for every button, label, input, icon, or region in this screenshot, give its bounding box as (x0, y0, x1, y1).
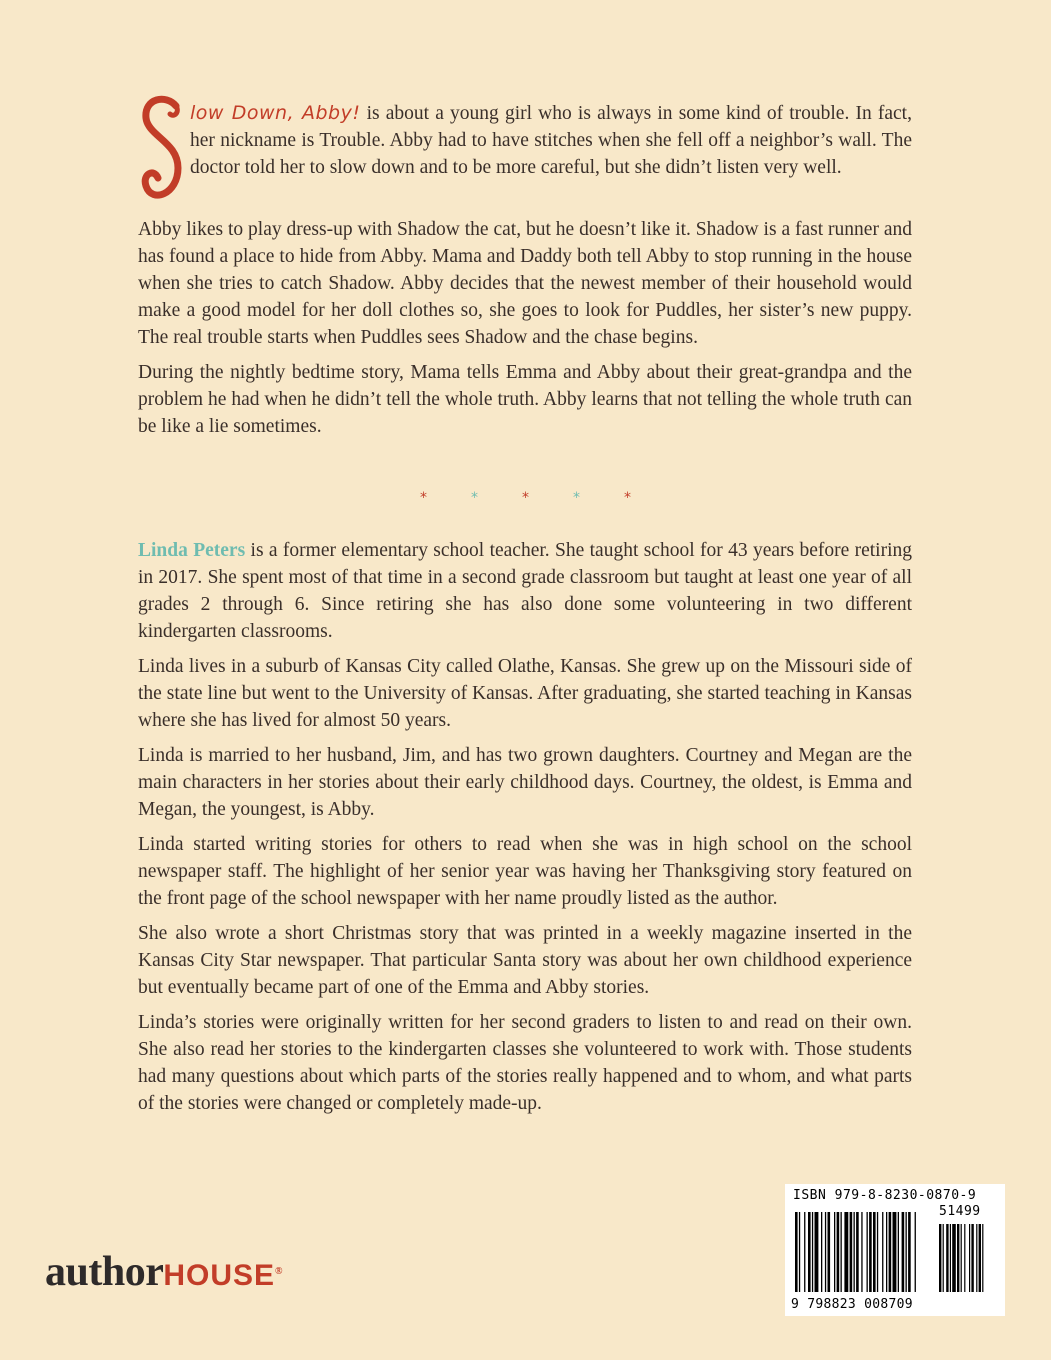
isbn-barcode (785, 1184, 1005, 1316)
divider-star: * (624, 490, 631, 506)
blurb-paragraph-2: Abby likes to play dress-up with Shadow the cat, but he doesn’t like it. Shadow is a fast runner and has found a place to hide from Abby. Mama and Daddy both tell Abby to stop running in the house when she tries to catch Shadow. Abby decides that the newest member of their household would make a good model for her doll clothes so, she goes to look for Puddles, her sister’s new puppy. The real trouble starts when Puddles sees Shadow and the chase begins. (138, 219, 912, 348)
publisher-logo (45, 1248, 282, 1300)
bio-paragraph-5: She also wrote a short Christmas story that was printed in a weekly magazine inserted in the Kansas City Star newspaper. That particular Santa story was about her own childhood experience but eventually became part of one of the Emma and Abby stories. (138, 923, 912, 998)
isbn-label: ISBN 979-8-8230-0870-9 (793, 1188, 977, 1203)
barcode-bar (795, 1212, 798, 1292)
barcode-bar (815, 1212, 819, 1292)
barcode-bar (837, 1212, 840, 1292)
blurb-paragraph-3: During the nightly bedtime story, Mama tells Emma and Abby about their great-grandpa and the problem he had when he didn’t tell the whole truth. Abby learns that not telling the whole truth can be like a lie sometimes. (138, 362, 912, 437)
divider-star: * (420, 490, 427, 506)
bio-paragraph-3: Linda is married to her husband, Jim, and has two grown daughters. Courtney and Megan are the main characters in her stories about their early childhood days. Courtney, the oldest, is Emma and Megan, the youngest, is Abby. (138, 745, 912, 820)
registered-mark: ® (275, 1266, 283, 1277)
author-bio (138, 537, 912, 1125)
barcode-bar (841, 1212, 842, 1292)
barcode-addon-bar (971, 1224, 973, 1292)
divider-star: * (573, 490, 580, 506)
book-title: low Down, Abby! (190, 102, 361, 124)
barcode-addon-bar (952, 1224, 956, 1292)
divider-star: * (522, 490, 529, 506)
price-code: 51499 (939, 1204, 981, 1219)
barcode-bar (882, 1212, 883, 1292)
barcode-addon-bar (964, 1224, 965, 1292)
barcode-bar (861, 1212, 862, 1292)
barcode-bar (886, 1212, 887, 1292)
barcode-bar (908, 1212, 911, 1292)
blurb-paragraph-1-text: is about a young girl who is always in some kind of trouble. In fact, her nickname is Trouble. Abby had to have stitches when she fell off a neighbor’s wall. The doctor told her to slow down and to be more careful, but she didn’t listen very well. (190, 103, 912, 178)
barcode-bar (825, 1212, 826, 1292)
barcode-addon-bar (969, 1224, 970, 1292)
barcode-addon-bar (979, 1224, 981, 1292)
barcode-bar (889, 1212, 892, 1292)
bio-paragraph-4: Linda started writing stories for others to read when she was in high school on the school newspaper staff. The highlight of her senior year was having her Thanksgiving story featured on the front page of the school newspaper with her name proudly listed as the author. (138, 834, 912, 909)
barcode-bar (804, 1212, 805, 1292)
logo-house-text: HOUSE (163, 1259, 276, 1292)
barcode-bar (906, 1212, 907, 1292)
barcode-bar (812, 1212, 813, 1292)
barcode-bar (850, 1212, 853, 1292)
barcode-addon-bar (946, 1224, 948, 1292)
barcode-bar (869, 1212, 872, 1292)
barcode-bar (898, 1212, 899, 1292)
barcode-bar (902, 1212, 905, 1292)
logo-author-text: author (45, 1249, 164, 1295)
barcode-addon-bar (943, 1224, 944, 1292)
barcode-bar (867, 1212, 868, 1292)
barcode-bar (799, 1212, 800, 1292)
barcode-bar (856, 1212, 859, 1292)
barcode-addon-bar (950, 1224, 951, 1292)
drop-cap-s-icon (138, 92, 188, 212)
author-name: Linda Peters (138, 540, 246, 561)
barcode-addon-bar (961, 1224, 962, 1292)
barcode-bar (915, 1212, 916, 1292)
barcode-bar (877, 1212, 878, 1292)
barcode-addon-bar (976, 1224, 977, 1292)
bio-paragraph-1-text: is a former elementary school teacher. She taught school for 43 years before retiring in 2017. She spent most of that time in a second grade classroom but taught at least one year of all grades 2 through 6. Since retiring she has also done some volunteering in two different kindergarten classrooms. (138, 540, 912, 642)
divider-star: * (471, 490, 478, 506)
bio-paragraph-6: Linda’s stories were originally written for her second graders to listen to and read on their own. She also read her stories to the kindergarten classes she volunteered to work with. Those students had many questions about which parts of the stories really happened and to whom, and what parts of the stories were changed or completely made-up. (138, 1012, 912, 1114)
barcode-bar (828, 1212, 831, 1292)
barcode-bar (893, 1212, 897, 1292)
blurb-paragraph-1 (138, 100, 912, 208)
barcode-bar (873, 1212, 876, 1292)
barcode-addon-bar (939, 1224, 941, 1292)
barcode-addon-bar (982, 1224, 983, 1292)
barcode-digits: 9 798823 008709 (791, 1297, 913, 1312)
book-blurb (138, 100, 912, 448)
barcode-addon-bar (957, 1224, 959, 1292)
barcode-bar (844, 1212, 848, 1292)
bio-paragraph-2: Linda lives in a suburb of Kansas City called Olathe, Kansas. She grew up on the Missouri side of the state line but went to the University of Kansas. After graduating, she started teaching in Kansas where she has lived for almost 50 years. (138, 656, 912, 731)
bio-paragraph-1 (138, 537, 912, 645)
barcode-bars-icon (789, 1206, 1001, 1298)
star-divider (0, 490, 1051, 506)
barcode-bar (834, 1212, 835, 1292)
barcode-bar (854, 1212, 855, 1292)
barcode-bar (808, 1212, 811, 1292)
barcode-bar (821, 1212, 822, 1292)
